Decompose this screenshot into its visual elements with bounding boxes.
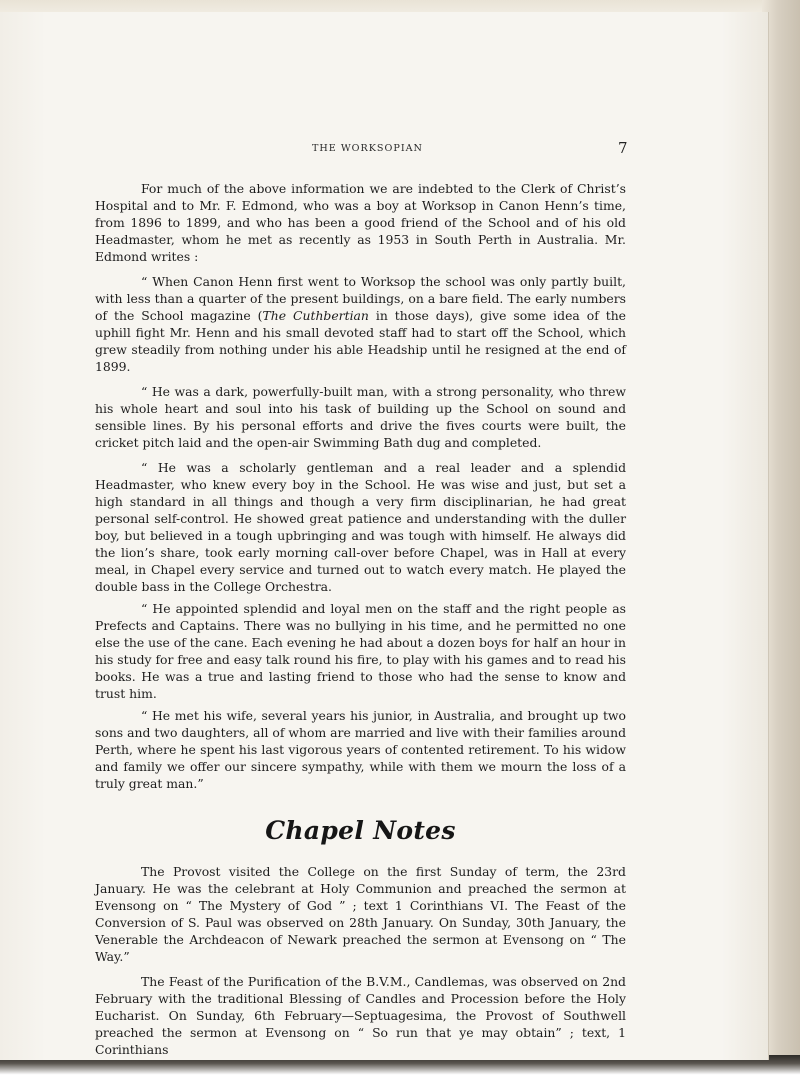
quote-paragraph-3: “ He was a scholarly gentleman and a real leader and a splendid Headmaster, who knew every boy in the School. He was wise and just, but set a high standard in all things and though a very firm disciplinarian, he had great personal self-control. He showed great patience and understanding with the duller boy, but believed in a tough upbringing and was tough with himself. He always did the lion’s share, took early morning call-over before Chapel, was in Hall at every meal, in Chapel every service and turned out to watch every match. He played the double bass in the College Orchestra.	[95, 460, 626, 594]
chapel-paragraph-1: The Provost visited the College on the first Sunday of term, the 23rd January. He was the celebrant at Holy Communion and preached the sermon at Evensong on “ The Mystery of God ” ; text 1 Corinthians VI. The Feast of the Conversion of S. Paul was observed on 28th January. On Sunday, 30th January, the Venerable the Archdeacon of Newark preached the sermon at Evensong on “ The Way.”	[95, 864, 626, 964]
section-title-chapel-notes: Chapel Notes	[265, 816, 456, 845]
quote-paragraph-1	[95, 273, 626, 375]
page-number: 7	[618, 139, 628, 157]
page-body	[95, 180, 626, 1066]
magazine-title: The Cuthbertian	[262, 308, 369, 323]
chapel-paragraph-2: The Feast of the Purification of the B.V.M., Candlemas, was observed on 2nd February with the traditional Blessing of Candles and Procession before the Holy Eucharist. On Sunday, 6th February—Septuagesima, the Provost of Southwell preached the sermon at Evensong on “ So run that ye may obtain” ; text, 1 Corinthians	[95, 974, 626, 1057]
quote-paragraph-4: “ He appointed splendid and loyal men on the staff and the right people as Prefects and Captains. There was no bullying in his time, and he permitted no one else the use of the cane. Each evening he had about a dozen boys for half an hour in his study for free and easy talk round his fire, to play with his games and to read his books. He was a true and lasting friend to those who had the sense to know and trust him.	[95, 601, 626, 701]
quote-paragraph-5: “ He met his wife, several years his junior, in Australia, and brought up two sons and two daughters, all of whom are married and live with their families around Perth, where he spent his last vigorous years of contented retirement. To his widow and family we offer our sincere sympathy, while with them we mourn the loss of a truly great man.”	[95, 708, 626, 791]
quote-1-text-before: “ When Canon Henn first went to Worksop the school was only partly built, with less than a quarter of the present buildings, on a bare field. The early numbers of the School magazine (	[95, 274, 626, 323]
running-head: THE WORKSOPIAN	[312, 143, 423, 154]
intro-paragraph: For much of the above information we are indebted to the Clerk of Christ’s Hospital and to Mr. F. Edmond, who was a boy at Worksop in Canon Henn’s time, from 1896 to 1899, and who has been a good friend of the School and of his old Headmaster, whom he met as recently as 1953 in South Perth in Australia. Mr. Edmond writes :	[95, 181, 626, 264]
quote-paragraph-2: “ He was a dark, powerfully-built man, with a strong personality, who threw his whole heart and soul into his task of building up the School on sound and sensible lines. By his personal efforts and drive the fives courts were built, the cricket pitch laid and the open-air Swimming Bath dug and completed.	[95, 384, 626, 450]
quote-1-text-after: in those days), give some idea of the uphill fight Mr. Henn and his small devoted staff had to start off the School, which grew steadily from nothing under his able Headship until he resigned at the end of 1899.	[95, 308, 627, 374]
